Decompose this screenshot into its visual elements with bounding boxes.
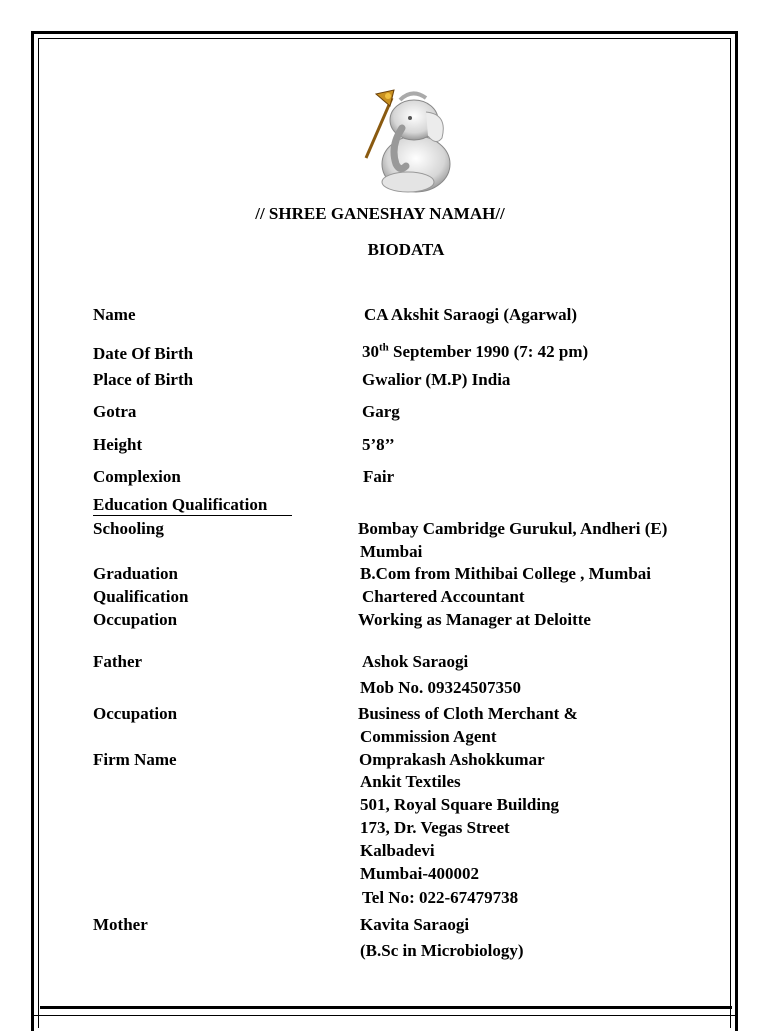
firm-label: Firm Name — [93, 750, 177, 769]
height-value: 5’8’’ — [362, 435, 395, 454]
mother-education: (B.Sc in Microbiology) — [360, 941, 524, 960]
dob-value — [362, 342, 588, 362]
father-occupation-line-2: Commission Agent — [360, 727, 497, 746]
graduation-label: Graduation — [93, 564, 179, 583]
complexion-value: Fair — [363, 467, 395, 486]
schooling-value: Bombay Cambridge Gurukul, Andheri (E) — [358, 519, 668, 538]
firm-line: 501, Royal Square Building — [360, 795, 560, 814]
firm-line: Ankit Textiles — [360, 772, 461, 791]
mother-label: Mother — [93, 915, 148, 934]
name-label: Name — [93, 305, 136, 324]
graduation-value: B.Com from Mithibai College , Mumbai — [360, 564, 652, 583]
height-label: Height — [93, 435, 143, 454]
bottom-border-line-thin — [33, 1015, 735, 1016]
education-heading-underline — [93, 515, 292, 516]
mother-name: Kavita Saraogi — [360, 915, 470, 934]
name-value: CA Akshit Saraogi (Agarwal) — [364, 305, 577, 324]
firm-line: Kalbadevi — [360, 841, 435, 860]
firm-phone: Tel No: 022-67479738 — [362, 888, 519, 907]
document-title: BIODATA — [367, 240, 445, 259]
father-mobile: Mob No. 09324507350 — [360, 678, 522, 697]
firm-line: Omprakash Ashokkumar — [359, 750, 545, 769]
father-name: Ashok Saraogi — [362, 652, 469, 671]
education-heading: Education Qualification — [93, 495, 268, 514]
pob-value: Gwalior (M.P) India — [362, 370, 511, 389]
qualification-value: Chartered Accountant — [362, 587, 525, 606]
complexion-label: Complexion — [93, 467, 181, 486]
dob-suffix: th — [379, 341, 389, 354]
firm-line: Mumbai-400002 — [360, 864, 479, 883]
occupation-label: Occupation — [93, 610, 178, 629]
qualification-label: Qualification — [93, 587, 189, 606]
dob-rest: September 1990 (7: 42 pm) — [388, 342, 589, 361]
pob-label: Place of Birth — [93, 370, 194, 389]
ganesha-logo — [356, 86, 458, 198]
father-label: Father — [93, 652, 143, 671]
gotra-value: Garg — [362, 402, 400, 421]
schooling-label: Schooling — [93, 519, 164, 538]
dob-label: Date Of Birth — [93, 344, 194, 363]
father-occupation-label: Occupation — [93, 704, 178, 723]
father-occupation-line-1: Business of Cloth Merchant & — [358, 704, 578, 723]
gotra-label: Gotra — [93, 402, 137, 421]
invocation-heading: // SHREE GANESHAY NAMAH// — [255, 204, 505, 223]
bottom-border-line — [40, 1006, 732, 1009]
occupation-value: Working as Manager at Deloitte — [358, 610, 591, 629]
firm-line: 173, Dr. Vegas Street — [360, 818, 510, 837]
dob-day: 30 — [362, 342, 379, 361]
schooling-value-city: Mumbai — [360, 542, 423, 561]
